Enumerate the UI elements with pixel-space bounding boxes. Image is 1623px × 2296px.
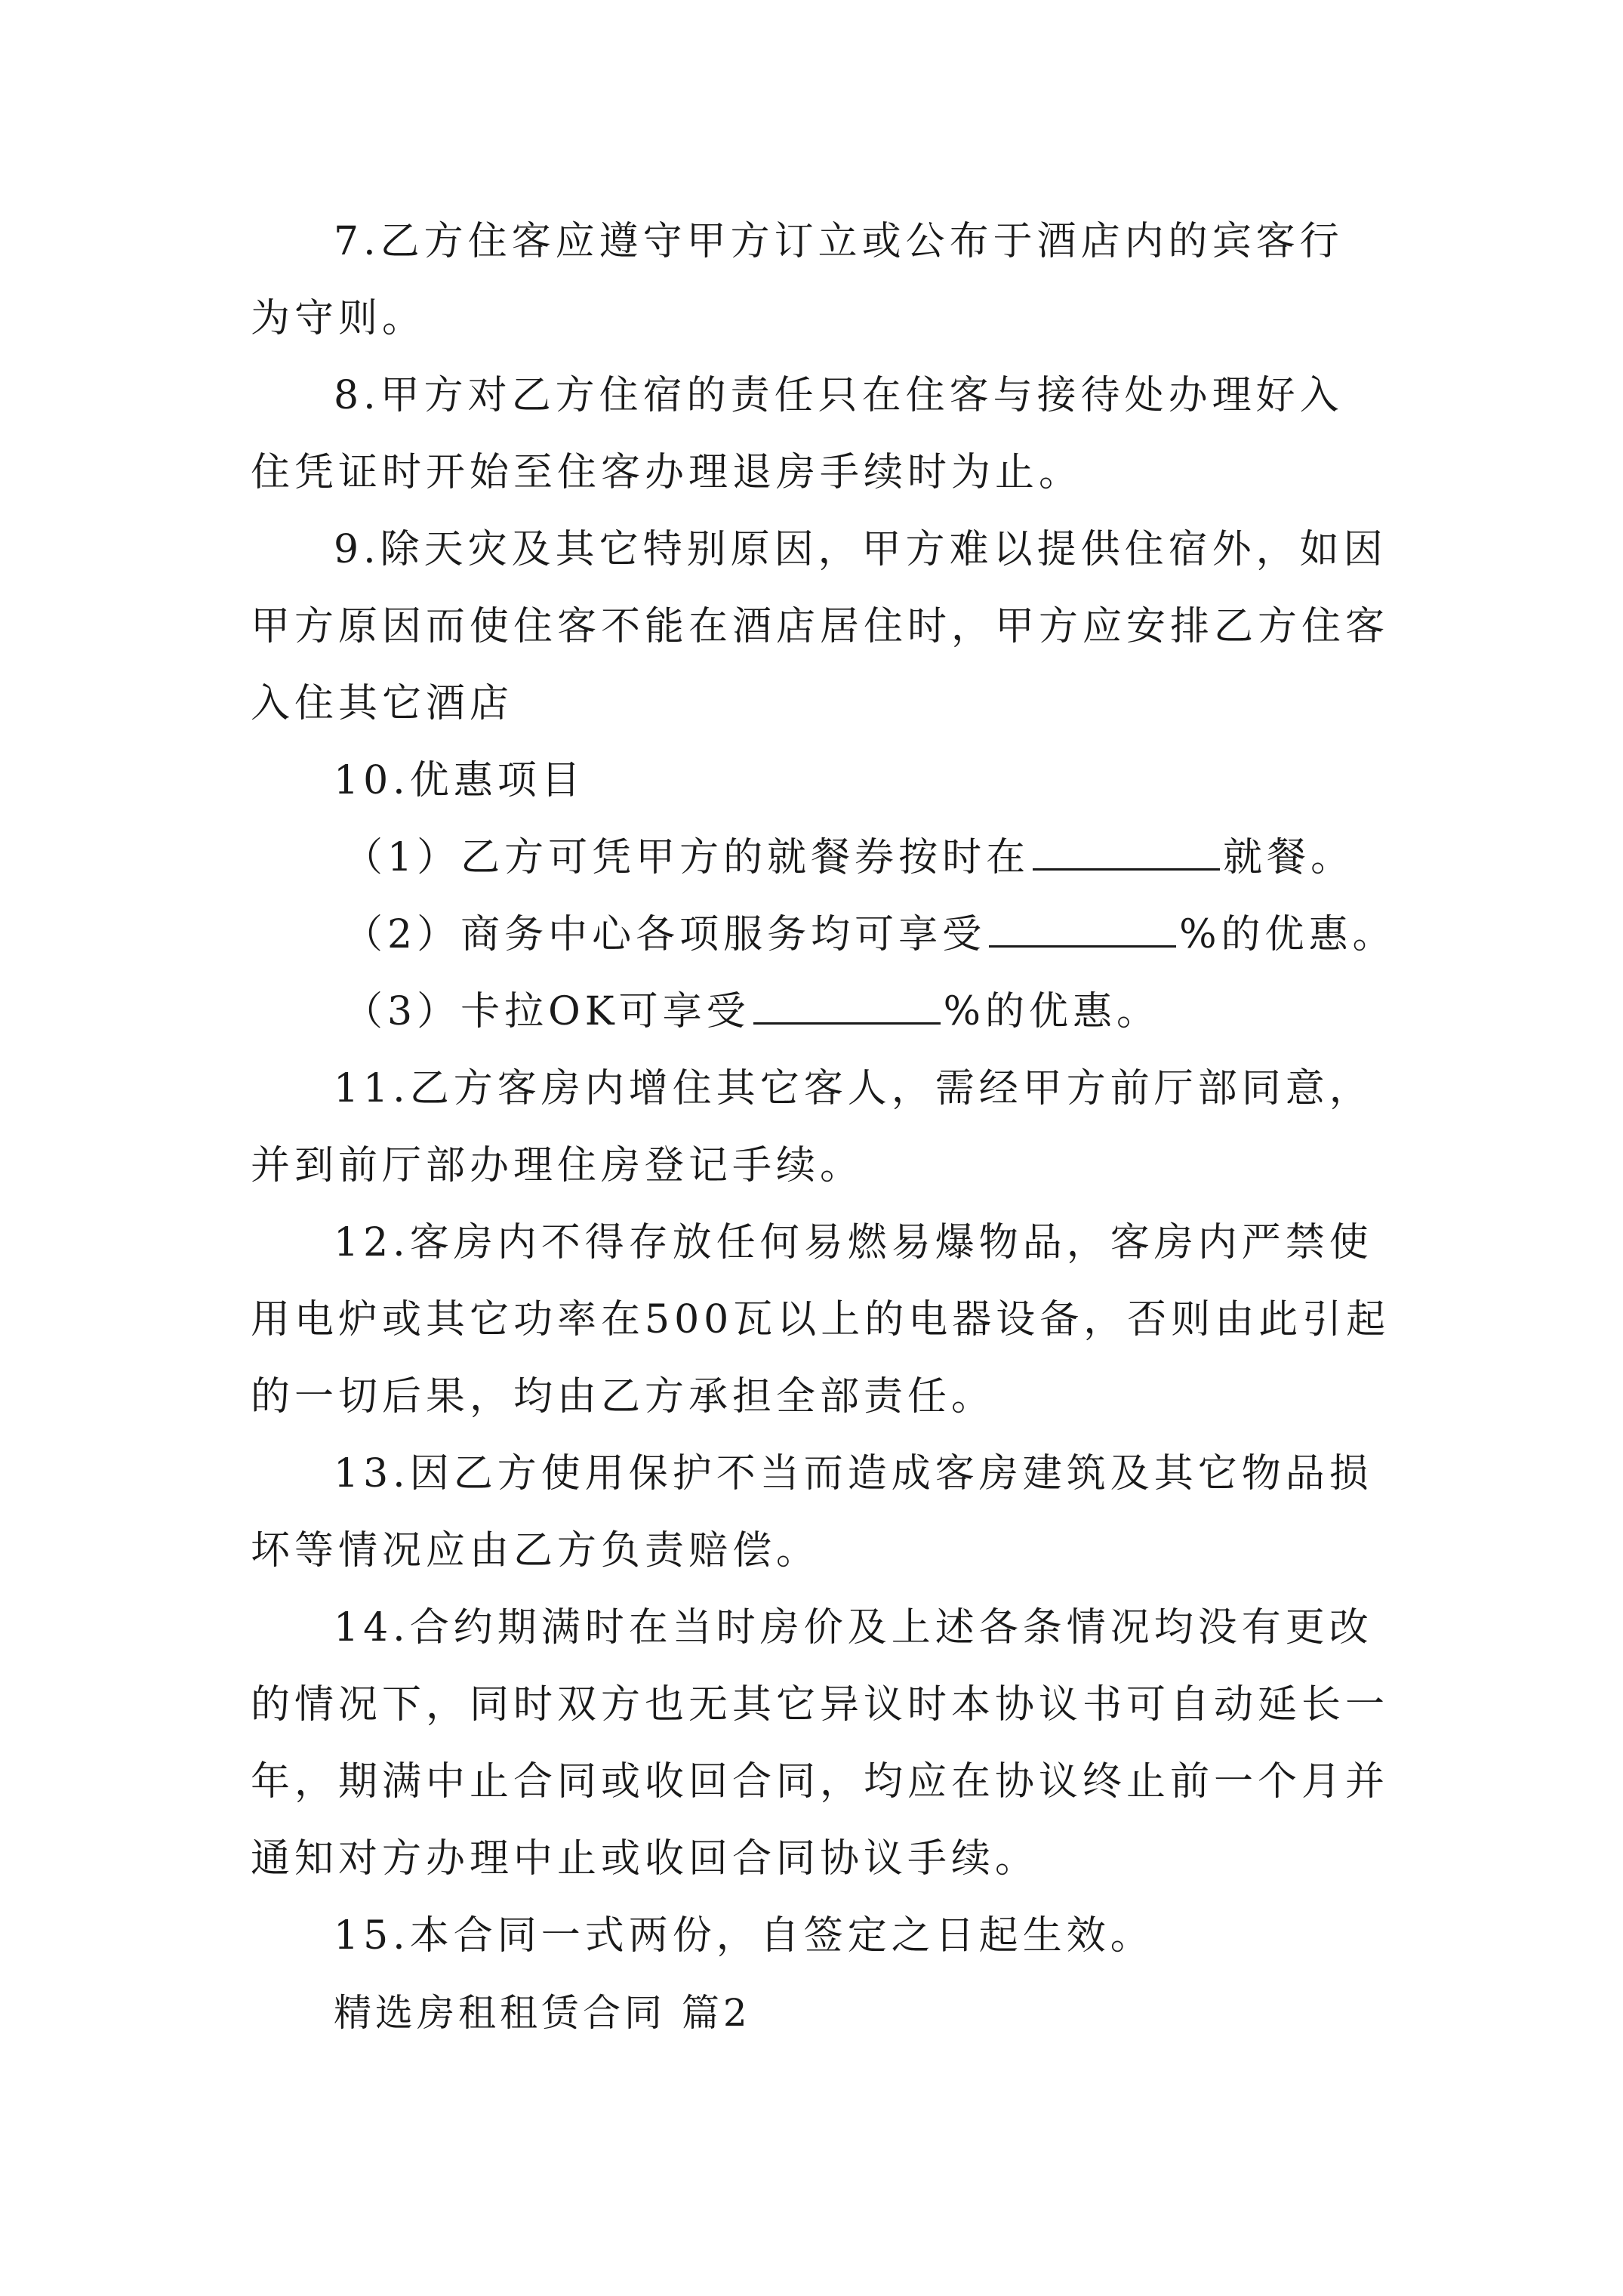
item-11-line-1: 11.乙方客房内增住其它客人，需经甲方前厅部同意， — [334, 1066, 1373, 1111]
fill-blank — [753, 992, 941, 1025]
item-10-1-suffix: 就餐。 — [1223, 835, 1355, 880]
item-10-1-text: （1）乙方可凭甲方的就餐券按时在 — [343, 835, 1030, 880]
item-10-2-text: （2）商务中心各项服务均可享受 — [343, 912, 987, 957]
fill-blank — [989, 915, 1176, 948]
item-10-3-text: （3）卡拉OK可享受 — [343, 989, 750, 1034]
item-10-3 — [343, 988, 1160, 1036]
item-9-line-3: 入住其它酒店 — [251, 681, 514, 726]
item-8-line-1: 8.甲方对乙方住宿的责任只在住客与接待处办理好入 — [334, 373, 1344, 418]
item-12-line-2: 用电炉或其它功率在500瓦以上的电器设备，否则由此引起 — [251, 1297, 1390, 1342]
item-13-line-1: 13.因乙方使用保护不当而造成客房建筑及其它物品损 — [334, 1451, 1373, 1496]
item-14-line-3: 年，期满中止合同或收回合同，均应在协议终止前一个月并 — [251, 1759, 1390, 1804]
fill-blank — [1033, 838, 1220, 871]
item-11-line-2: 并到前厅部办理住房登记手续。 — [251, 1143, 864, 1188]
item-7-line-1: 7.乙方住客应遵守甲方订立或公布于酒店内的宾客行 — [334, 219, 1344, 264]
item-13-line-2: 坏等情况应由乙方负责赔偿。 — [251, 1528, 821, 1573]
item-10-3-suffix: %的优惠。 — [943, 989, 1160, 1034]
item-12-line-3: 的一切后果，均由乙方承担全部责任。 — [251, 1374, 996, 1419]
item-8-line-2: 住凭证时开始至住客办理退房手续时为止。 — [251, 450, 1083, 495]
item-9-line-1: 9.除天灾及其它特别原因，甲方难以提供住宿外，如因 — [334, 527, 1387, 572]
item-7-line-2: 为守则。 — [251, 296, 427, 341]
item-9-line-2: 甲方原因而使住客不能在酒店居住时，甲方应安排乙方住客 — [251, 604, 1390, 649]
item-14-line-4: 通知对方办理中止或收回合同协议手续。 — [251, 1836, 1039, 1881]
section-heading: 精选房租租赁合同 篇2 — [334, 1991, 751, 2035]
item-10-2-suffix: %的优惠。 — [1179, 912, 1397, 957]
item-15-line-1: 15.本合同一式两份，自签定之日起生效。 — [334, 1913, 1154, 1959]
item-12-line-1: 12.客房内不得存放任何易燃易爆物品，客房内严禁使 — [334, 1220, 1373, 1265]
item-14-line-2: 的情况下，同时双方也无其它异议时本协议书可自动延长一 — [251, 1682, 1390, 1727]
item-14-line-1: 14.合约期满时在当时房价及上述各条情况均没有更改 — [334, 1605, 1373, 1650]
item-10-heading: 10.优惠项目 — [334, 758, 585, 803]
item-10-2 — [343, 911, 1397, 959]
item-10-1 — [343, 834, 1354, 882]
